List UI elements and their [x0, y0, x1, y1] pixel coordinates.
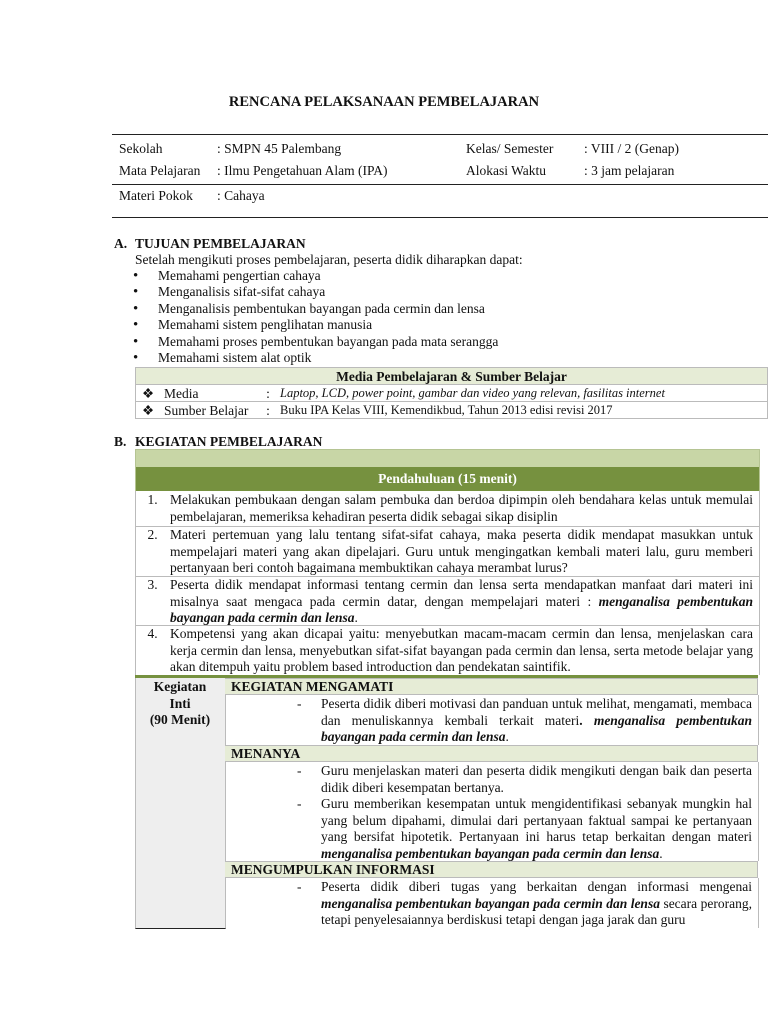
objective-text: Memahami pengertian cahaya: [158, 268, 321, 283]
menanya-body: [225, 762, 759, 861]
inti-label-line: Kegiatan: [153, 679, 207, 694]
section-b-heading: [114, 434, 322, 450]
sumber-belajar-value: Buku IPA Kelas VIII, Kemendikbud, Tahun 2013 edisi revisi 2017: [276, 402, 768, 419]
section-a-letter: A.: [114, 236, 128, 251]
dash-marker: -: [297, 879, 302, 894]
table-row: [135, 491, 760, 527]
list-item: [133, 301, 498, 317]
materi-label: Materi Pokok: [119, 188, 193, 203]
bullet-icon: •: [133, 349, 139, 366]
diamond-bullet-icon: ❖: [136, 402, 161, 419]
bullet-icon: •: [133, 300, 139, 317]
sekolah-value: : SMPN 45 Palembang: [217, 141, 342, 156]
dash-marker: -: [297, 696, 302, 711]
colon: :: [260, 385, 276, 402]
media-label: Media: [160, 385, 260, 402]
item-text: Guru menjelaskan materi dan peserta didik mengikuti dengan baik dan peserta didik diberi kesempatan bertanya.: [321, 763, 752, 795]
media-table-header: Media Pembelajaran & Sumber Belajar: [136, 368, 768, 385]
row-text-emphasis: menganalisa pembentukan bayangan pada cermin dan lensa: [170, 593, 753, 625]
list-item: [133, 268, 498, 284]
table-row: [135, 526, 760, 577]
mengumpulkan-header: MENGUMPULKAN INFORMASI: [225, 861, 758, 878]
item-text-end: .: [659, 845, 663, 861]
row-text-part: Peserta didik mendapat informasi tentang cermin dan lensa serta mendapatkan manfaat dari materi ini misalnya saat mengaca pada cermin datar, dengan mempelajari materi :: [170, 577, 753, 609]
pendahuluan-header: Pendahuluan (15 menit): [135, 467, 760, 491]
mengamati-body: [225, 695, 759, 745]
list-item: [133, 350, 498, 366]
bullet-icon: •: [133, 333, 139, 350]
alokasi-value: : 3 jam pelajaran: [584, 163, 675, 178]
objective-text: Menganalisis pembentukan bayangan pada cermin dan lensa: [158, 300, 485, 316]
item-text-part: Peserta didik diberi tugas yang berkaitan dengan informasi mengenai: [321, 879, 752, 894]
header-rule-middle: [112, 184, 768, 185]
objective-text: Menganalisis sifat-sifat cahaya: [158, 284, 326, 300]
row-number: 3.: [147, 577, 158, 592]
diamond-bullet-icon: ❖: [136, 385, 161, 402]
menanya-header: MENANYA: [225, 745, 758, 762]
bullet-icon: •: [133, 268, 139, 284]
table-row: [136, 368, 768, 385]
section-b-letter: B.: [114, 434, 127, 449]
objectives-list: [133, 268, 498, 366]
row-text: Melakukan pembukaan dengan salam pembuka dan berdoa dipimpin oleh bendahara kelas untuk memulai pembelajaran, memeriksa kehadiran peserta didik sebagai sikap disiplin: [170, 492, 753, 524]
alokasi-label: Alokasi Waktu: [466, 163, 547, 178]
table-row: [136, 385, 768, 402]
list-item: [133, 317, 498, 333]
activity-table-top-band: [135, 449, 760, 469]
sekolah-label: Sekolah: [119, 141, 163, 156]
row-text: Materi pertemuan yang lalu tentang sifat-sifat cahaya, maka peserta didik mendapat masukkan untuk mempelajari materi yang akan dipelajari. Guru untuk mengingatkan kembali materi lalu, guru memberi pertanyaan beri contoh bagaimana membuktikan cahaya merambat lurus?: [170, 527, 753, 575]
item-text-dot: .: [579, 712, 594, 728]
item-text-part: Peserta didik diberi motivasi dan panduan untuk melihat, mengamati, membaca dan menuliskannya kembali terkait materi: [321, 696, 752, 728]
row-number: 2.: [147, 527, 158, 542]
dash-marker: -: [297, 796, 302, 811]
colon: :: [260, 402, 276, 419]
objective-text: Memahami sistem penglihatan manusia: [158, 317, 373, 333]
mapel-label: Mata Pelajaran: [119, 163, 201, 178]
item-text-emphasis: menganalisa pembentukan bayangan pada cermin dan lensa: [321, 712, 752, 744]
table-row: [135, 576, 760, 626]
mapel-value: : Ilmu Pengetahuan Alam (IPA): [217, 163, 388, 178]
section-b-title: KEGIATAN PEMBELAJARAN: [135, 434, 323, 449]
item-text: [321, 796, 752, 862]
kegiatan-inti-label: [136, 679, 224, 729]
header-rule-bottom: [112, 217, 768, 218]
item-text-part: Guru memberikan kesempatan untuk mengidentifikasi sebanyak mungkin hal yang belum dipahami, dimulai dari pertanyaan faktual sampai ke pertanyaan yang bersifat hipotetik. Pertanyaan ini harus tetap berkaitan dengan materi: [321, 796, 752, 844]
kelas-value: : VIII / 2 (Genap): [584, 141, 679, 156]
list-item: [133, 334, 498, 350]
table-row: [136, 402, 768, 419]
section-a-intro: Setelah mengikuti proses pembelajaran, peserta didik diharapkan dapat:: [135, 252, 523, 267]
table-row: [135, 625, 760, 675]
row-text: [170, 577, 753, 627]
item-text-end: .: [505, 729, 509, 744]
mengamati-header: KEGIATAN MENGAMATI: [225, 678, 758, 695]
header-rule-top: [112, 134, 768, 135]
dash-marker: -: [297, 763, 302, 778]
list-item: [133, 284, 498, 300]
row-text: Kompetensi yang akan dicapai yaitu: menyebutkan macam-macam cermin dan lensa, menjelaskan cara kerja cermin dan lensa, menyebutkan sifat-sifat bayangan pada cermin dan lensa, serta metode belajar yang akan ditempuh yaitu problem based introduction dan pendekatan saintifik.: [170, 626, 753, 674]
inti-label-line: Inti: [169, 695, 191, 711]
item-text: [321, 696, 752, 746]
bullet-icon: •: [133, 317, 139, 334]
kelas-label: Kelas/ Semester: [466, 141, 554, 156]
bullet-icon: •: [133, 284, 139, 301]
document-title: RENCANA PELAKSANAAN PEMBELAJARAN: [228, 94, 540, 110]
inti-label-line: (90 Menit): [149, 712, 211, 727]
row-number: 1.: [147, 492, 158, 507]
materi-value: : Cahaya: [217, 188, 265, 203]
row-text-end: .: [354, 610, 358, 625]
item-text-emphasis: menganalisa pembentukan bayangan pada cermin dan lensa: [321, 895, 660, 911]
item-text-part: secara perorang, tetapi penyelesaiannya berdiskusi tetapi dengan jaga jarak dan guru: [321, 895, 752, 927]
row-number: 4.: [147, 626, 158, 641]
item-text-emphasis: menganalisa pembentukan bayangan pada cermin dan lensa: [321, 845, 660, 861]
objective-text: Memahami proses pembentukan bayangan pada mata serangga: [158, 333, 499, 349]
mengumpulkan-body: [225, 878, 759, 928]
objective-text: Memahami sistem alat optik: [158, 349, 312, 365]
sumber-belajar-label: Sumber Belajar: [160, 402, 260, 419]
media-value: Laptop, LCD, power point, gambar dan video yang relevan, fasilitas internet: [276, 385, 768, 402]
section-a-heading: [114, 236, 306, 252]
section-a-title: TUJUAN PEMBELAJARAN: [135, 236, 306, 251]
media-table: [135, 367, 768, 419]
item-text: [321, 879, 752, 929]
